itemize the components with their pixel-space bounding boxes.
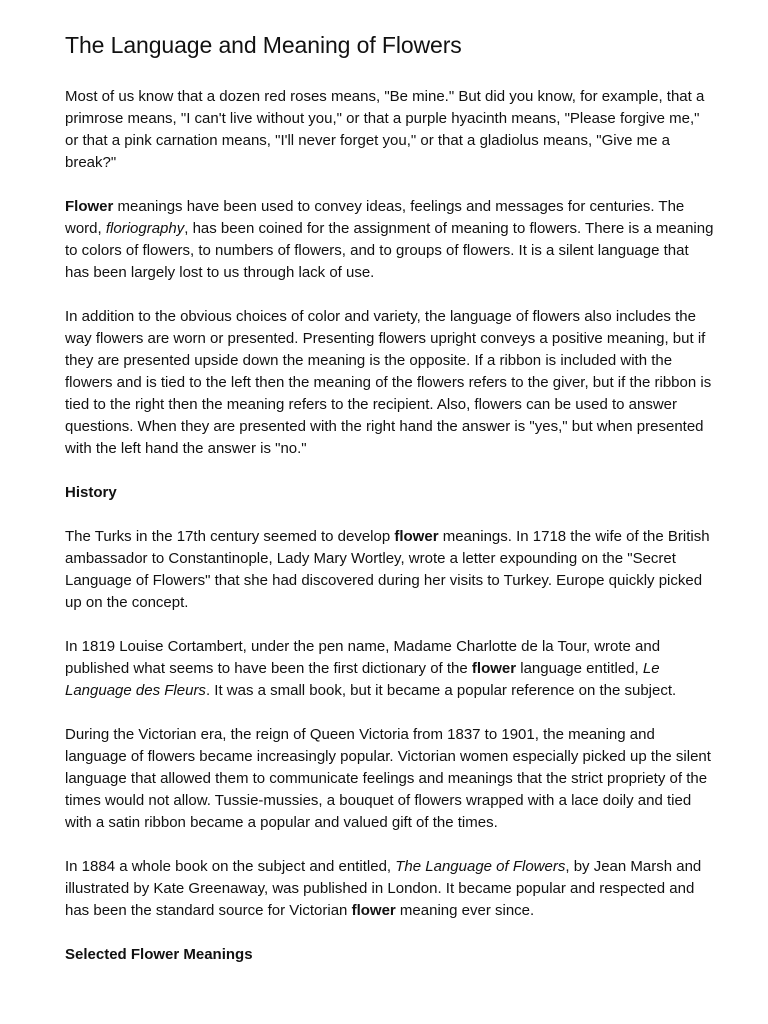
- turks-paragraph: [65, 526, 715, 614]
- flower-bold-term: flower: [351, 902, 396, 919]
- flower-bold-term: flower: [394, 528, 439, 545]
- floriography-text-a: meanings have been used to convey ideas, feelings and messages for centuries. The word,: [65, 198, 685, 237]
- document-page: [65, 30, 715, 988]
- turks-text-b: meanings. In 1718 the wife of the British ambassador to Constantinople, Lady Mary Wortley, wrote a letter expounding on the "Secret Language of Flowers" that she had discovered during her visits to Turkey. Europe quickly picked up on the concept.: [65, 528, 710, 611]
- selected-meanings-heading: Selected Flower Meanings: [65, 946, 253, 963]
- victorian-text: During the Victorian era, the reign of Queen Victoria from 1837 to 1901, the meaning and language of flowers became increasingly popular. Victorian women especially picked up the silent language that allowed them to communicate feelings and meanings that the strict propriety of the times would not allow. Tussie-mussies, a bouquet of flowers wrapped with a lace doily and tied with a satin ribbon became a popular and valued gift of the times.: [65, 726, 711, 831]
- cortambert-text-a: In 1819 Louise Cortambert, under the pen name, Madame Charlotte de la Tour, wrote and published what seems to have been the first dictionary of the: [65, 638, 661, 677]
- floriography-italic-term: floriography: [105, 220, 185, 237]
- greenaway-text-b: , by Jean Marsh and illustrated by Kate Greenaway, was published in London. It became popular and respected and has been the standard source for Victorian: [65, 858, 702, 919]
- presentation-text: In addition to the obvious choices of color and variety, the language of flowers also includes the way flowers are worn or presented. Presenting flowers upright conveys a positive meaning, but if they are presented upside down the meaning is the opposite. If a ribbon is included with the flowers and is tied to the left then the meaning of the flowers refers to the giver, but if the ribbon is tied to the right then the meaning refers to the recipient. Also, flowers can be used to answer questions. When they are presented with the right hand the answer is "yes," but when presented with the left hand the answer is "no.": [65, 308, 712, 457]
- floriography-paragraph: [65, 196, 715, 284]
- flower-bold-term: Flower: [65, 198, 114, 215]
- turks-text-a: The Turks in the 17th century seemed to develop: [65, 528, 395, 545]
- floriography-text-b: , has been coined for the assignment of meaning to flowers. There is a meaning to colors of flowers, to numbers of flowers, and to groups of flowers. It is a silent language that has been largely lost to us through lack of use.: [65, 220, 714, 281]
- history-heading: History: [65, 484, 117, 501]
- intro-text: Most of us know that a dozen red roses means, "Be mine." But did you know, for example, that a primrose means, "I can't live without you," or that a purple hyacinth means, "Please forgive me," or that a pink carnation means, "I'll never forget you," or that a gladiolus means, "Give me a break?": [65, 88, 705, 171]
- book-title-italic: Le Language des Fleurs: [65, 660, 660, 699]
- victorian-paragraph: [65, 724, 715, 834]
- page-title: The Language and Meaning of Flowers: [65, 32, 462, 58]
- greenaway-paragraph: [65, 856, 715, 922]
- intro-paragraph: [65, 86, 715, 174]
- flower-bold-term: flower: [471, 660, 517, 677]
- book-title-italic: The Language of Flowers: [395, 858, 566, 875]
- greenaway-text-a: In 1884 a whole book on the subject and entitled,: [65, 858, 396, 875]
- greenaway-text-c: meaning ever since.: [395, 902, 535, 919]
- cortambert-text-c: . It was a small book, but it became a popular reference on the subject.: [205, 682, 677, 699]
- cortambert-paragraph: [65, 636, 715, 702]
- presentation-paragraph: [65, 306, 715, 460]
- cortambert-text-b: language entitled,: [516, 660, 643, 677]
